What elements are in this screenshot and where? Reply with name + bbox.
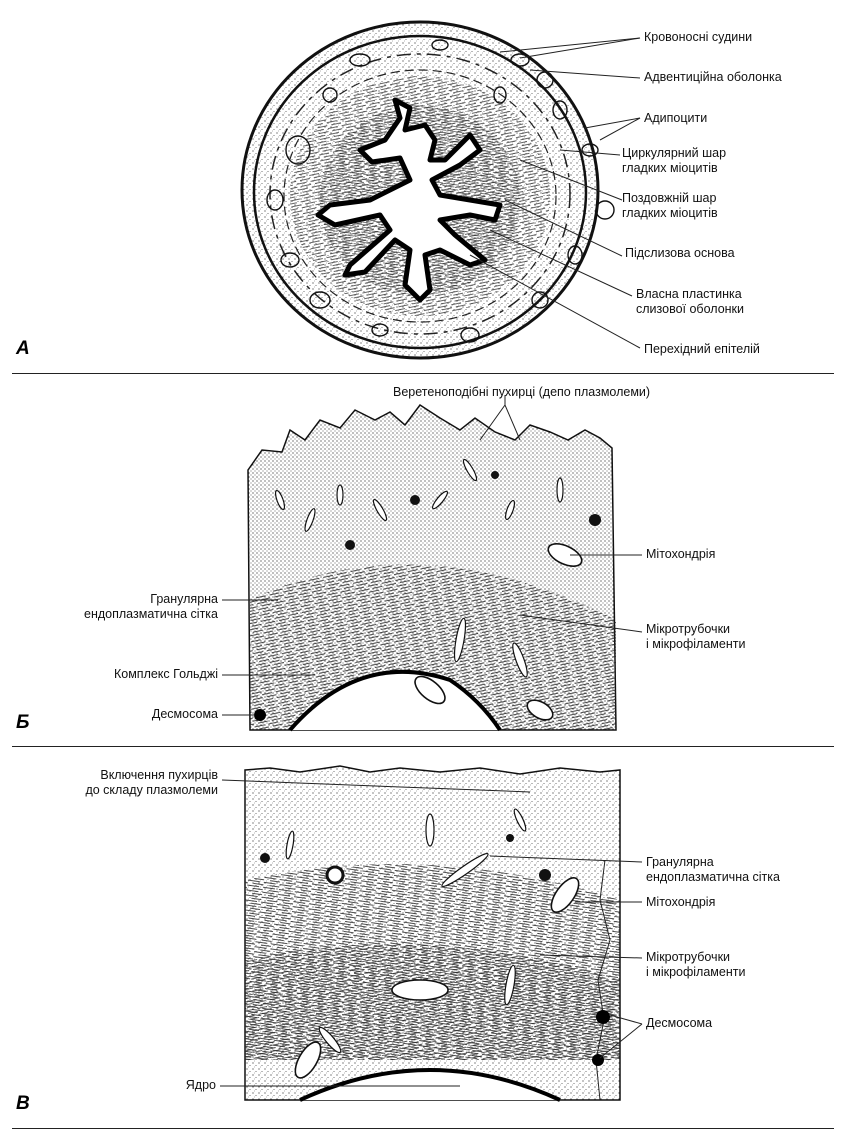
panel-divider bbox=[12, 373, 834, 374]
panel-divider bbox=[12, 1128, 834, 1129]
panel-c-leader-lines bbox=[220, 780, 642, 1086]
label-microtubules-c-line1: Мікротрубочки bbox=[646, 950, 731, 964]
label-lamina-propria-line1: Власна пластинка bbox=[636, 287, 742, 301]
panel-divider bbox=[12, 746, 834, 747]
label-adventitia: Адвентиційна оболонка bbox=[644, 70, 782, 84]
cell-apical-section-b bbox=[248, 405, 616, 730]
label-vesicle-inclusion bbox=[40, 768, 218, 798]
cell-apical-section-c bbox=[245, 766, 620, 1100]
label-vesicle-inclusion-line2: до складу плазмолеми bbox=[85, 783, 218, 797]
label-longitudinal-layer bbox=[622, 191, 718, 221]
label-desmosome-b: Десмосома bbox=[151, 707, 218, 721]
label-circular-layer-line1: Циркулярний шар bbox=[622, 146, 727, 160]
label-rough-er-c-line2: ендоплазматична сітка bbox=[646, 870, 780, 884]
label-rough-er-c-line1: Гранулярна bbox=[646, 855, 714, 869]
label-vesicle-inclusion-line1: Включення пухирців bbox=[100, 768, 218, 782]
label-blood-vessels: Кровоносні судини bbox=[644, 30, 753, 44]
label-transitional-epithelium: Перехідний епітелій bbox=[644, 342, 760, 356]
panel-b-leader-lines bbox=[222, 395, 642, 715]
label-microtubules-b-line1: Мікротрубочки bbox=[646, 622, 731, 636]
label-rough-er-b bbox=[60, 592, 218, 622]
label-mitochondria-c: Мітохондрія bbox=[646, 895, 716, 909]
panel-c-letter: В bbox=[16, 1093, 30, 1114]
label-adipocytes: Адипоцити bbox=[644, 111, 708, 125]
label-nucleus: Ядро bbox=[185, 1078, 216, 1092]
label-rough-er-b-line1: Гранулярна bbox=[150, 592, 218, 606]
label-rough-er-b-line2: ендоплазматична сітка bbox=[84, 607, 218, 621]
label-circular-layer-line2: гладких міоцитів bbox=[622, 161, 718, 175]
label-submucosa: Підслизова основа bbox=[625, 246, 735, 260]
label-golgi: Комплекс Гольджі bbox=[113, 667, 218, 681]
label-microtubules-c bbox=[646, 950, 745, 980]
panel-a-letter: А bbox=[16, 338, 30, 359]
panel-a-leader-lines bbox=[470, 38, 640, 348]
label-fusiform-vesicles: Веретеноподібні пухирці (депо плазмолеми) bbox=[393, 385, 651, 399]
label-longitudinal-layer-line2: гладких міоцитів bbox=[622, 206, 718, 220]
label-longitudinal-layer-line1: Поздовжній шар bbox=[622, 191, 717, 205]
ureter-cross-section bbox=[242, 22, 614, 358]
label-lamina-propria-line2: слизової оболонки bbox=[636, 302, 744, 316]
label-microtubules-b bbox=[646, 622, 745, 652]
label-lamina-propria bbox=[636, 287, 744, 317]
label-circular-layer bbox=[622, 146, 726, 176]
label-microtubules-b-line2: і мікрофіламенти bbox=[646, 637, 746, 651]
label-mitochondria-b: Мітохондрія bbox=[646, 547, 716, 561]
label-rough-er-c bbox=[646, 855, 780, 885]
label-microtubules-c-line2: і мікрофіламенти bbox=[646, 965, 746, 979]
label-desmosome-c: Десмосома bbox=[646, 1016, 713, 1030]
panel-b-letter: Б bbox=[16, 712, 30, 733]
